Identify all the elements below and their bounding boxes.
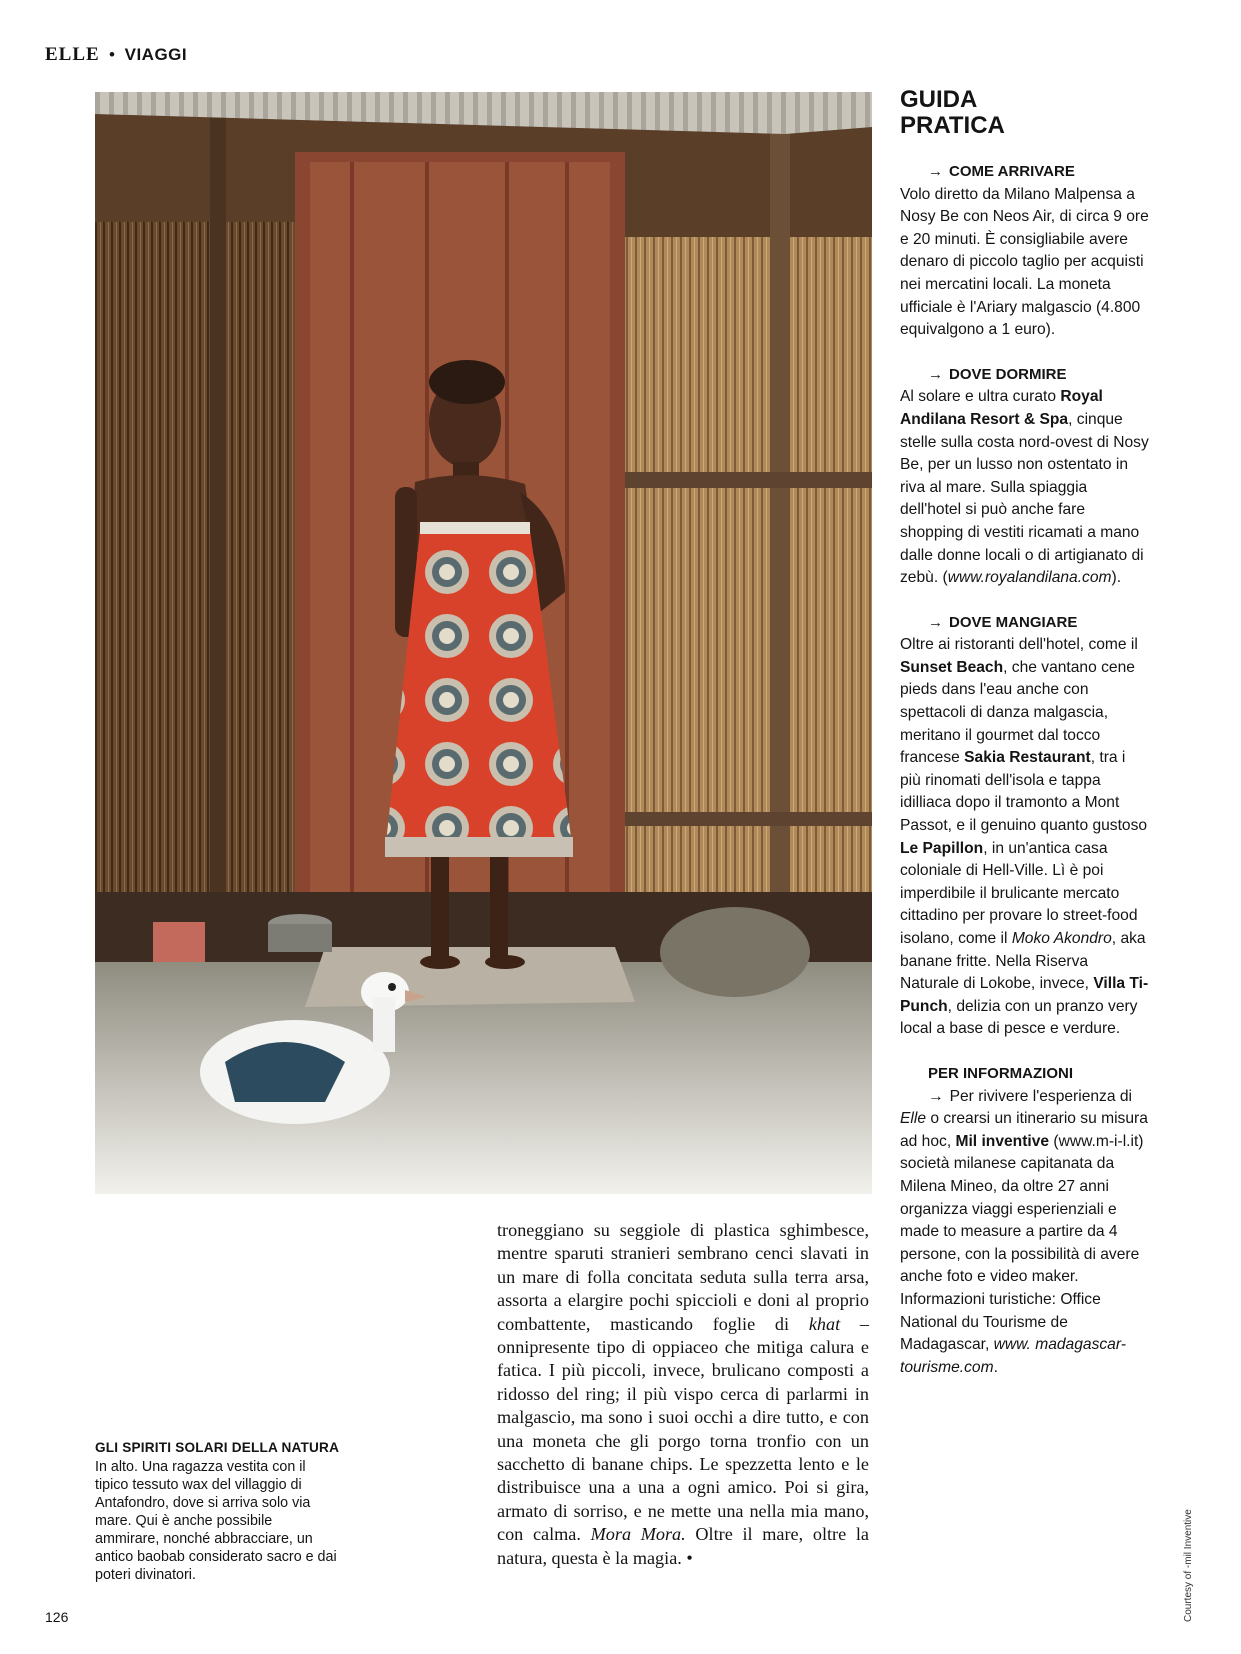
article-part: – onnipresente tipo di oppiaceo che mitiga calura e fatica. I più piccoli, invece, brulicano composti a ridosso del ring; il più vispo cerca di parlarmi in malgascio, ma sono i suoi occhi a dire tutto, e con una moneta che gli porgo torna tronfio con un sacchetto di banane chips. Le spezzetta lento e le distribuisce una a una a ogni amico. Poi si gira, armato di sorriso, e ne mette una nella mia mano, con calma.	[497, 1313, 869, 1545]
heading-come-arrivare	[900, 161, 1150, 184]
text: Al solare e ultra curato	[900, 388, 1061, 406]
body-per-informazioni	[900, 1086, 1150, 1380]
magazine-name: Elle	[900, 1110, 927, 1128]
text: Oltre ai ristoranti dell'hotel, come il	[900, 636, 1138, 654]
article-text	[497, 1219, 869, 1570]
text: , in un'antica casa coloniale di Hell-Ville. Lì è poi imperdibile il brulicante mercato cittadino per provare lo street-food isolano, come il	[900, 839, 1138, 947]
agency-name: Mil inventive	[955, 1132, 1050, 1150]
caption-body: In alto. Una ragazza vestita con il tipico tessuto wax del villaggio di Antafondro, dove si arriva solo via mare. Qui è anche possibile ammirare, nonché abbracciare, un antico baobab considerato sacro e dai poteri divinatori.	[95, 1459, 337, 1583]
hotel-url: www.royalandilana.com	[947, 569, 1112, 587]
text: , tra i più rinomati dell'isola e tappa idilliaca dopo il tramonto a Mont Passot, e il genuino quanto gustoso	[900, 749, 1148, 835]
heading-text: DOVE DORMIRE	[949, 365, 1067, 383]
main-photo	[95, 92, 872, 1194]
text	[900, 1088, 1132, 1105]
dish-name: Moko Akondro	[1011, 930, 1112, 947]
text: Per rivivere l'esperienza di	[949, 1087, 1132, 1105]
body-dove-mangiare	[900, 634, 1150, 1041]
section-label: VIAGGI	[124, 45, 188, 64]
hotel-name: Royal Andilana Resort & Spa	[900, 388, 1103, 428]
article-khat: khat	[808, 1313, 841, 1334]
photo-credit: Courtesy of -mil Inventive	[1183, 1509, 1194, 1622]
arrow-icon: →	[928, 163, 943, 180]
restaurant-name: Sunset Beach	[900, 658, 1004, 676]
guide-title-line2: PRATICA	[900, 112, 1005, 139]
guide-title-line1: GUIDA	[900, 86, 978, 113]
text: , aka banane fritte. Nella Riserva Naturale di Lokobe, invece,	[900, 930, 1146, 993]
arrow-icon: →	[928, 613, 943, 631]
text: (www.m-i-l.it) società milanese capitanata da Milena Mineo, da oltre 27 anni organizza viaggi esperienziali e made to measure a partire da 4 persone, con la possibilità di avere anche foto e video maker. Informazioni turistiche: Office National du Tourisme de Madagascar,	[900, 1132, 1144, 1354]
article-part: Oltre il mare, oltre la natura, questa è la magia. •	[497, 1524, 869, 1568]
arrow-icon: →	[928, 365, 943, 383]
photo-caption	[95, 1439, 340, 1584]
page-header	[45, 44, 187, 66]
heading-dove-mangiare	[900, 612, 1150, 635]
article-part: troneggiano su seggiole di plastica sghimbesce, mentre sparuti stranieri sembrano cenci slavati in un mare di folla concitata seduta sulla terra arsa, assorta a elargire pochi spiccioli e doni al proprio combattente, masticando foglie di	[497, 1220, 869, 1334]
article-mora-mora: Mora Mora.	[590, 1524, 686, 1545]
text: o crearsi un itinerario su misura ad hoc,	[900, 1110, 1148, 1150]
guide-sidebar	[900, 161, 1150, 1401]
restaurant-name: Le Papillon	[900, 839, 984, 857]
caption-title: GLI SPIRITI SOLARI DELLA NATURA	[95, 1440, 340, 1455]
heading-text: COME ARRIVARE	[949, 163, 1075, 180]
arrow-icon: →	[928, 1087, 944, 1105]
body-come-arrivare: Volo diretto da Milano Malpensa a Nosy Be con Neos Air, di circa 9 ore e 20 minuti. È consigliabile avere denaro di piccolo taglio per acquisti nei mercatini locali. La moneta ufficiale è l'Ariary malgascio (4.800 equivalgono a 1 euro).	[900, 185, 1149, 339]
text: , che vantano cene pieds dans l'eau anche con spettacoli di danza malgascia, meritano il gourmet dal tocco francese	[900, 658, 1135, 767]
text: ).	[1111, 569, 1122, 587]
text: , delizia con un pranzo very local a base di pesce e verdure.	[900, 997, 1138, 1038]
body-dove-dormire	[900, 386, 1150, 589]
text: , cinque stelle sulla costa nord-ovest di Nosy Be, per un lusso non ostentato in riva al mare. Sulla spiaggia dell'hotel si può anche fare shopping di vestiti ricamati a mano dalle donne locali o di artigianato di zebù. (	[900, 410, 1149, 587]
guide-title	[900, 87, 1100, 139]
header-separator: •	[108, 45, 116, 64]
restaurant-name: Villa Ti-Punch	[900, 975, 1149, 1015]
elle-logo: ELLE	[45, 44, 100, 65]
text: .	[993, 1358, 998, 1376]
page-number: 126	[45, 1609, 69, 1625]
heading-dove-dormire	[900, 364, 1150, 387]
heading-text: DOVE MANGIARE	[949, 613, 1078, 631]
tourism-url: www. madagascar-tourisme.com	[900, 1336, 1126, 1376]
heading-per-informazioni: PER INFORMAZIONI	[928, 1064, 1073, 1082]
restaurant-name: Sakia Restaurant	[964, 749, 1091, 767]
